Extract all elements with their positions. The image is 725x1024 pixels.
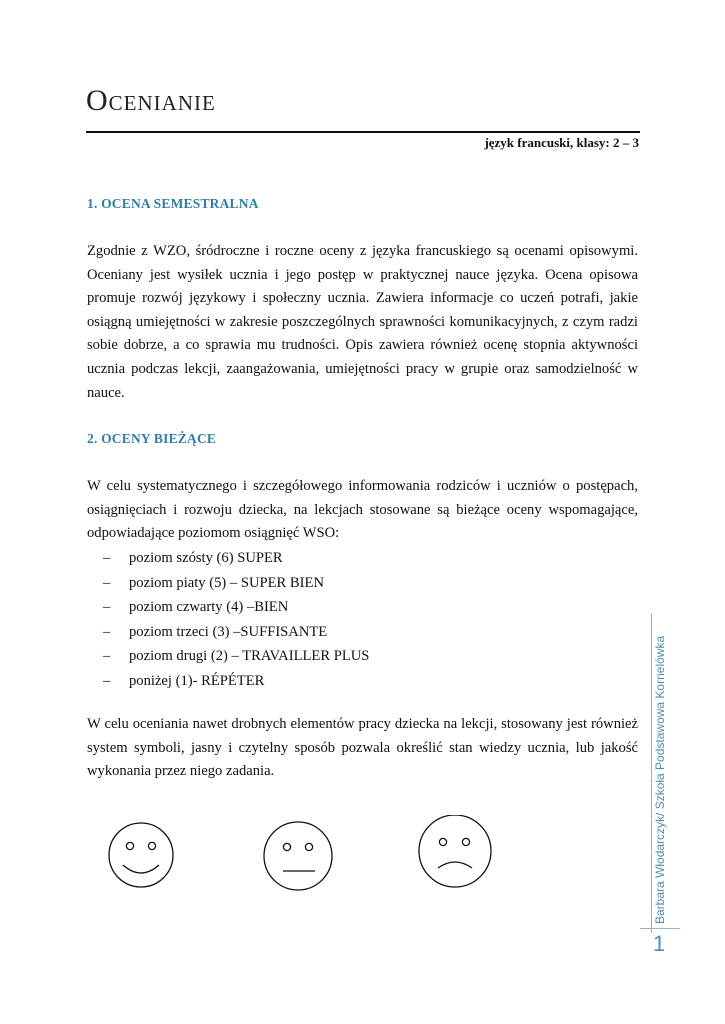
grade-label: poziom piaty (5) – SUPER BIEN (129, 574, 324, 591)
page-title: Ocenianie (86, 84, 216, 117)
grade-list (103, 546, 369, 693)
grade-label: poziom szósty (6) SUPER (129, 550, 283, 566)
symbols-paragraph: W celu oceniania nawet drobnych elementów pracy dziecka na lekcji, stosowany jest również system symboli, jasny i czytelny sposób pozwala określić stan wiedzy ucznia, lub jakość wykonania przez niego zadania. (87, 716, 638, 780)
dash-bullet: – (103, 672, 111, 689)
sidebar-divider (651, 613, 652, 933)
dash-bullet: – (103, 599, 111, 615)
list-item (103, 546, 369, 571)
grade-label: poziom czwarty (4) –BIEN (129, 599, 289, 615)
list-item (103, 571, 369, 596)
dash-bullet: – (103, 574, 111, 591)
grade-label: poziom drugi (2) – TRAVAILLER PLUS (129, 648, 370, 664)
page-number: 1 (653, 931, 666, 956)
dash-bullet: – (103, 623, 111, 640)
grade-label: poziom trzeci (3) –SUFFISANTE (129, 623, 328, 640)
happy-face-icon (109, 823, 173, 887)
section-heading-current: 2. OCENY BIEŻĄCE (87, 431, 217, 446)
subject-subtitle: język francuski, klasy: 2 – 3 (484, 135, 639, 150)
list-item (103, 644, 369, 669)
list-item (103, 595, 369, 620)
semester-paragraph: Zgodnie z WZO, śródroczne i roczne oceny z języka francuskiego są ocenami opisowymi. Oceniany jest wysiłek ucznia i jego postęp w praktycznej nauce języka. Ocena opisowa promuje rozwój językowy i społeczny ucznia. Zawiera informacje co uczeń potrafi, jakie osiągną umiejętności w zakresie poszczególnych sprawności komunikacyjnych, z czym radzi sobie dobrze, a co sprawia mu trudności. Opis zawiera również ocenę stopnia aktywności ucznia podczas lekcji, zaangażowania, umiejętności pracy w grupie oraz samodzielność w nauce. (87, 243, 638, 401)
title-divider (86, 131, 640, 133)
sad-face-icon (419, 815, 491, 887)
list-item (103, 620, 369, 645)
neutral-face-icon (264, 822, 332, 890)
list-item (103, 669, 369, 694)
author-footer: Barbara Włodarczyk/ Szkoła Podstawowa Kornelówka (653, 635, 667, 924)
dash-bullet: – (103, 648, 111, 664)
current-grades-intro: W celu systematycznego i szczegółowego informowania rodziców i uczniów o postępach, osiągnięciach i rozwoju dziecka, na lekcjach stosowane są bieżące oceny wspomagające, odpowiadające poziomom osiągnięć WSO: (87, 478, 638, 542)
section-heading-semester: 1. OCENA SEMESTRALNA (87, 196, 259, 211)
dash-bullet: – (103, 550, 111, 566)
faces-illustration (105, 815, 505, 895)
grade-label: poniżej (1)- RÉPÉTER (129, 672, 265, 689)
page-number-divider (640, 928, 680, 929)
